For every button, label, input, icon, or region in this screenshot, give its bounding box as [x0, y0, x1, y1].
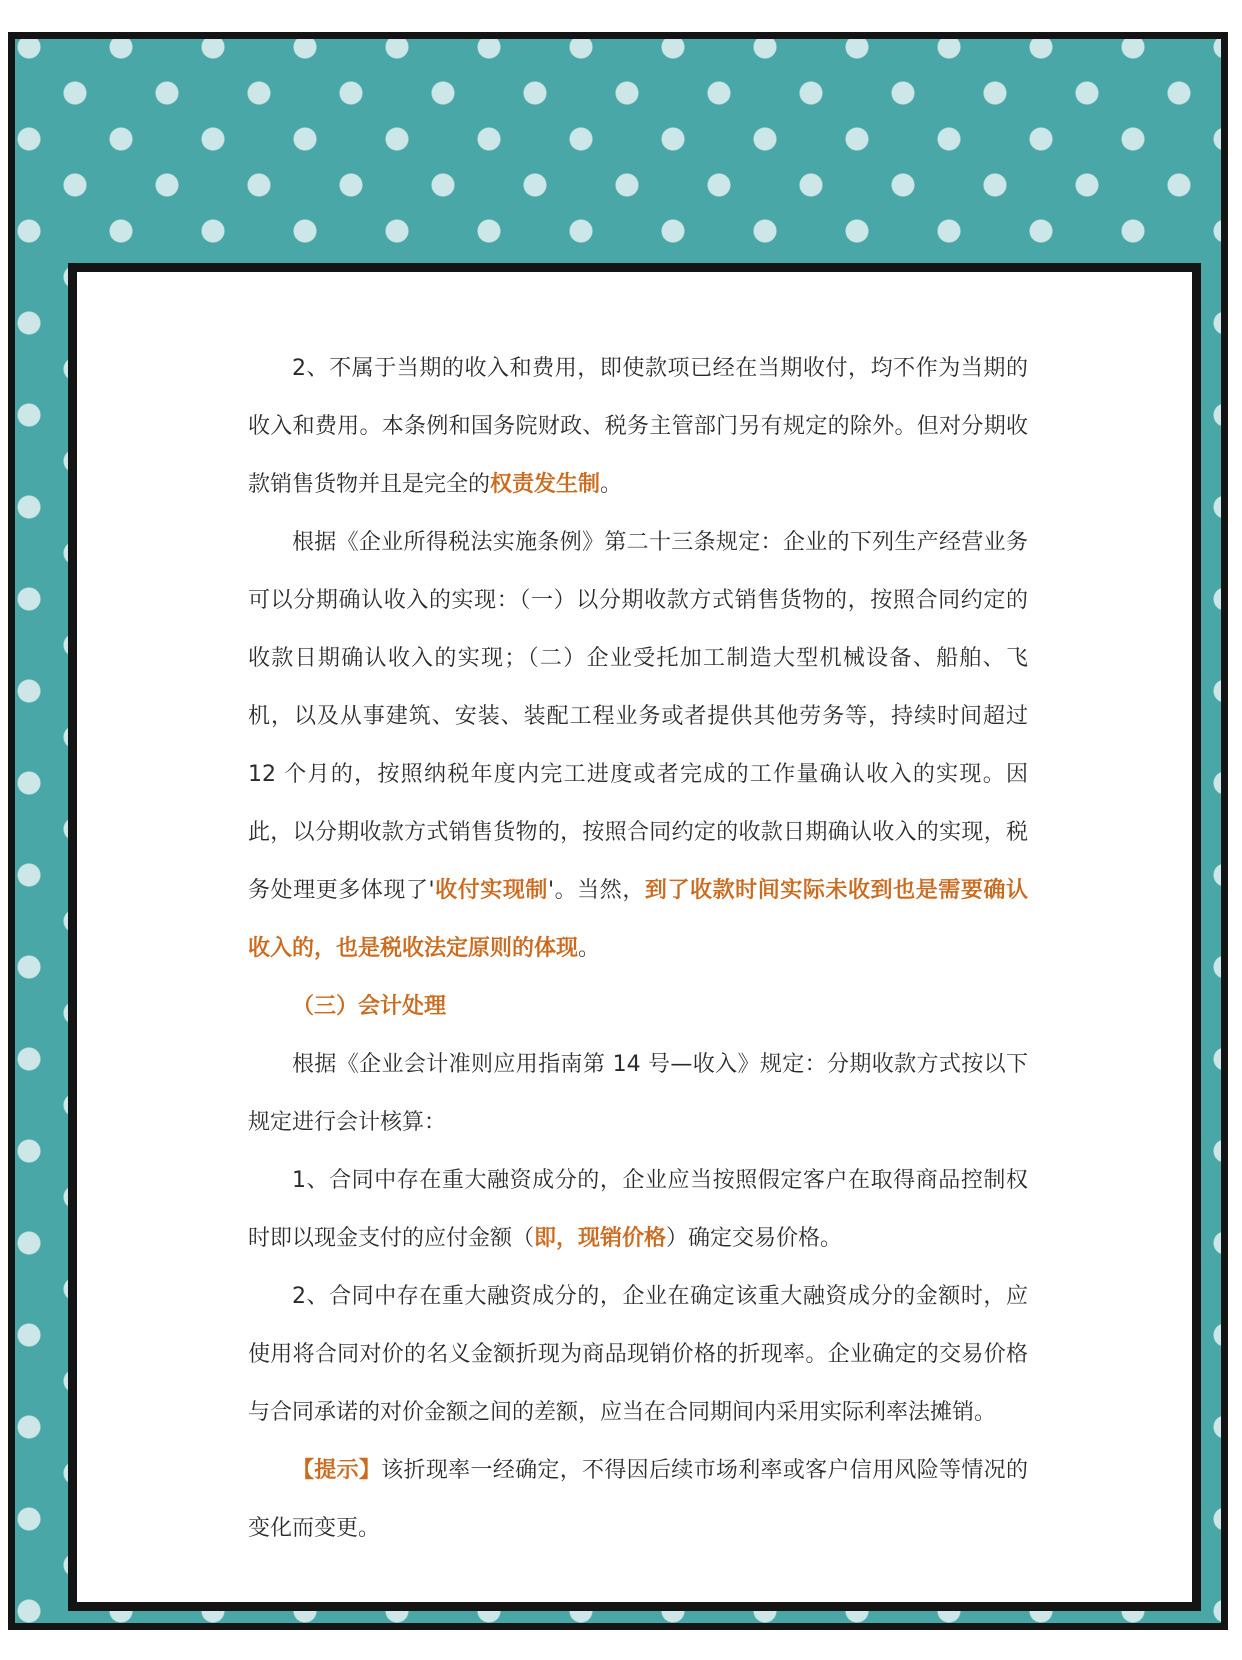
paragraph-4 [248, 1152, 1028, 1268]
paragraph-2 [248, 514, 1028, 978]
tip-tag: 【提示】 [292, 1458, 382, 1483]
document-page [68, 263, 1201, 1611]
paragraph-2-end: 。 [578, 936, 601, 961]
section-heading: （三）会计处理 [292, 994, 447, 1019]
paragraph-1-text: 2、不属于当期的收入和费用，即使款项已经在当期收付，均不作为当期的收入和费用。本条例和国务院财政、税务主管部门另有规定的除外。但对分期收款销售货物并且是完全的 [248, 356, 1028, 497]
polka-dot-frame [8, 32, 1228, 1630]
highlight-cash-basis: 收付实现制 [434, 878, 548, 903]
paragraph-3: 根据《企业会计准则应用指南第 14 号—收入》规定：分期收款方式按以下规定进行会计核算： [248, 1052, 1028, 1135]
paragraph-2-text: 根据《企业所得税法实施条例》第二十三条规定：企业的下列生产经营业务可以分期确认收入的实现：（一）以分期收款方式销售货物的，按照合同约定的收款日期确认收入的实现；（二）企业受托加工制造大型机械设备、船舶、飞机，以及从事建筑、安装、装配工程业务或者提供其他劳务等，持续时间超过 12 个月的，按照纳税年度内完工进度或者完成的工作量确认收入的实现。因此，以分期收款方式销售货物的，按照合同约定的收款日期确认收入的实现，税务处理更多体现了' [248, 530, 1028, 903]
highlight-tax-principle: 到了收款时间实际未收到也是需要确认收入的，也是税收法定原则的体现 [248, 878, 1028, 961]
paragraph-2-mid: '。当然， [548, 878, 645, 903]
document-body [248, 340, 1028, 1558]
paragraph-1 [248, 340, 1028, 514]
paragraph-6 [248, 1442, 1028, 1558]
paragraph-4-text: 1、合同中存在重大融资成分的，企业应当按照假定客户在取得商品控制权时即以现金支付的应付金额（ [248, 1168, 1028, 1251]
tip-text: 该折现率一经确定，不得因后续市场利率或客户信用风险等情况的变化而变更。 [248, 1458, 1028, 1541]
paragraph-5: 2、合同中存在重大融资成分的，企业在确定该重大融资成分的金额时，应使用将合同对价的名义金额折现为商品现销价格的折现率。企业确定的交易价格与合同承诺的对价金额之间的差额，应当在合同期间内采用实际利率法摊销。 [248, 1284, 1028, 1425]
highlight-accrual-basis: 权责发生制 [490, 472, 601, 497]
paragraph-1-end: 。 [600, 472, 623, 497]
highlight-cash-price: 即，现销价格 [534, 1226, 667, 1251]
paragraph-4-end: ）确定交易价格。 [666, 1226, 843, 1251]
